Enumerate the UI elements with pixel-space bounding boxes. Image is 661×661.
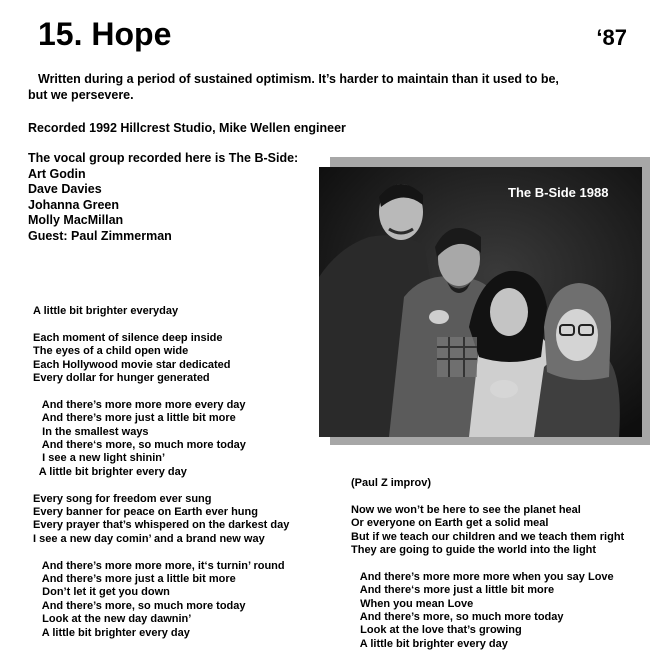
lyric-line: Every song for freedom ever sung [33, 492, 212, 505]
lyric-line: Don’t let it get you down [33, 586, 170, 599]
lyric-line: Look at the love that’s growing [351, 624, 522, 637]
lyric-line: Now we won’t be here to see the planet heal [351, 503, 581, 516]
lyric-line: But if we teach our children and we teach them right [351, 530, 625, 543]
stanza-break [33, 479, 289, 492]
song-year: ‘87 [596, 25, 627, 50]
stanza-break [33, 318, 289, 331]
lyric-line: I see a new light shinin’ [33, 452, 166, 465]
lyric-line: And there’s more just a little bit more [33, 412, 236, 425]
lyric-line: Or everyone on Earth get a solid meal [351, 517, 549, 530]
lyric-line: And there’s more, so much more today [33, 599, 246, 612]
improv-label: (Paul Z improv) [351, 477, 432, 489]
intro-line-2: but we persevere. [28, 87, 134, 102]
lyric-line: And there‘s more just a little bit more [351, 584, 555, 597]
lyrics-left-column [33, 305, 289, 640]
lyric-line: And there’s more just a little bit more [33, 573, 236, 586]
stanza-break [351, 490, 624, 503]
lyric-line: And there’s more more more, it‘s turnin’ round [33, 559, 285, 572]
lyric-line: And there‘s more, so much more today [33, 439, 246, 452]
intro-paragraph [28, 72, 618, 103]
lyric-line: The eyes of a child open wide [33, 345, 189, 358]
intro-line-1: Written during a period of sustained optimism. It’s harder to maintain than it used to be, [38, 72, 559, 86]
lyric-line: Every dollar for hunger generated [33, 372, 210, 385]
lyric-line: Each moment of silence deep inside [33, 331, 223, 344]
photo-caption: The B-Side 1988 [508, 185, 609, 200]
lyric-line: Each Hollywood movie star dedicated [33, 358, 231, 371]
stanza-break [351, 557, 624, 570]
member-name: Art Godin [28, 166, 86, 181]
vocal-group-heading: The vocal group recorded here is The B-Side: [28, 151, 299, 165]
lyric-line: I see a new day comin’ and a brand new way [33, 532, 265, 545]
member-name: Molly MacMillan [28, 213, 124, 227]
lyric-line: And there’s more more more when you say Love [351, 570, 614, 583]
lyric-line: A little bit brighter every day [351, 637, 508, 650]
band-photo [319, 167, 642, 437]
member-name: Guest: Paul Zimmerman [28, 228, 172, 243]
recording-credit: Recorded 1992 Hillcrest Studio, Mike Wellen engineer [28, 121, 346, 135]
song-title: 15. Hope [38, 16, 172, 52]
lyric-line: Every prayer that’s whispered on the darkest day [33, 519, 290, 532]
lyric-line: And there’s more more more every day [33, 398, 246, 411]
member-name: Dave Davies [28, 182, 102, 196]
lyric-line: When you mean Love [351, 597, 474, 610]
lyric-line: And there’s more, so much more today [351, 611, 564, 624]
lyric-line: Look at the new day dawnin’ [33, 613, 192, 626]
lyric-line: A little bit brighter every day [33, 626, 190, 639]
member-name: Johanna Green [28, 197, 119, 212]
lyric-line: A little bit brighter every day [33, 465, 187, 478]
lyric-line: In the smallest ways [33, 425, 149, 438]
lyric-line: They are going to guide the world into the light [351, 544, 597, 557]
vocal-group-credits [28, 151, 298, 244]
band-photo-illustration [319, 167, 642, 437]
lyrics-right-column [351, 477, 624, 651]
lyric-line: A little bit brighter everyday [33, 305, 179, 317]
lyric-line: Every banner for peace on Earth ever hung [33, 506, 258, 519]
stanza-break [33, 385, 289, 398]
stanza-break [33, 546, 289, 559]
